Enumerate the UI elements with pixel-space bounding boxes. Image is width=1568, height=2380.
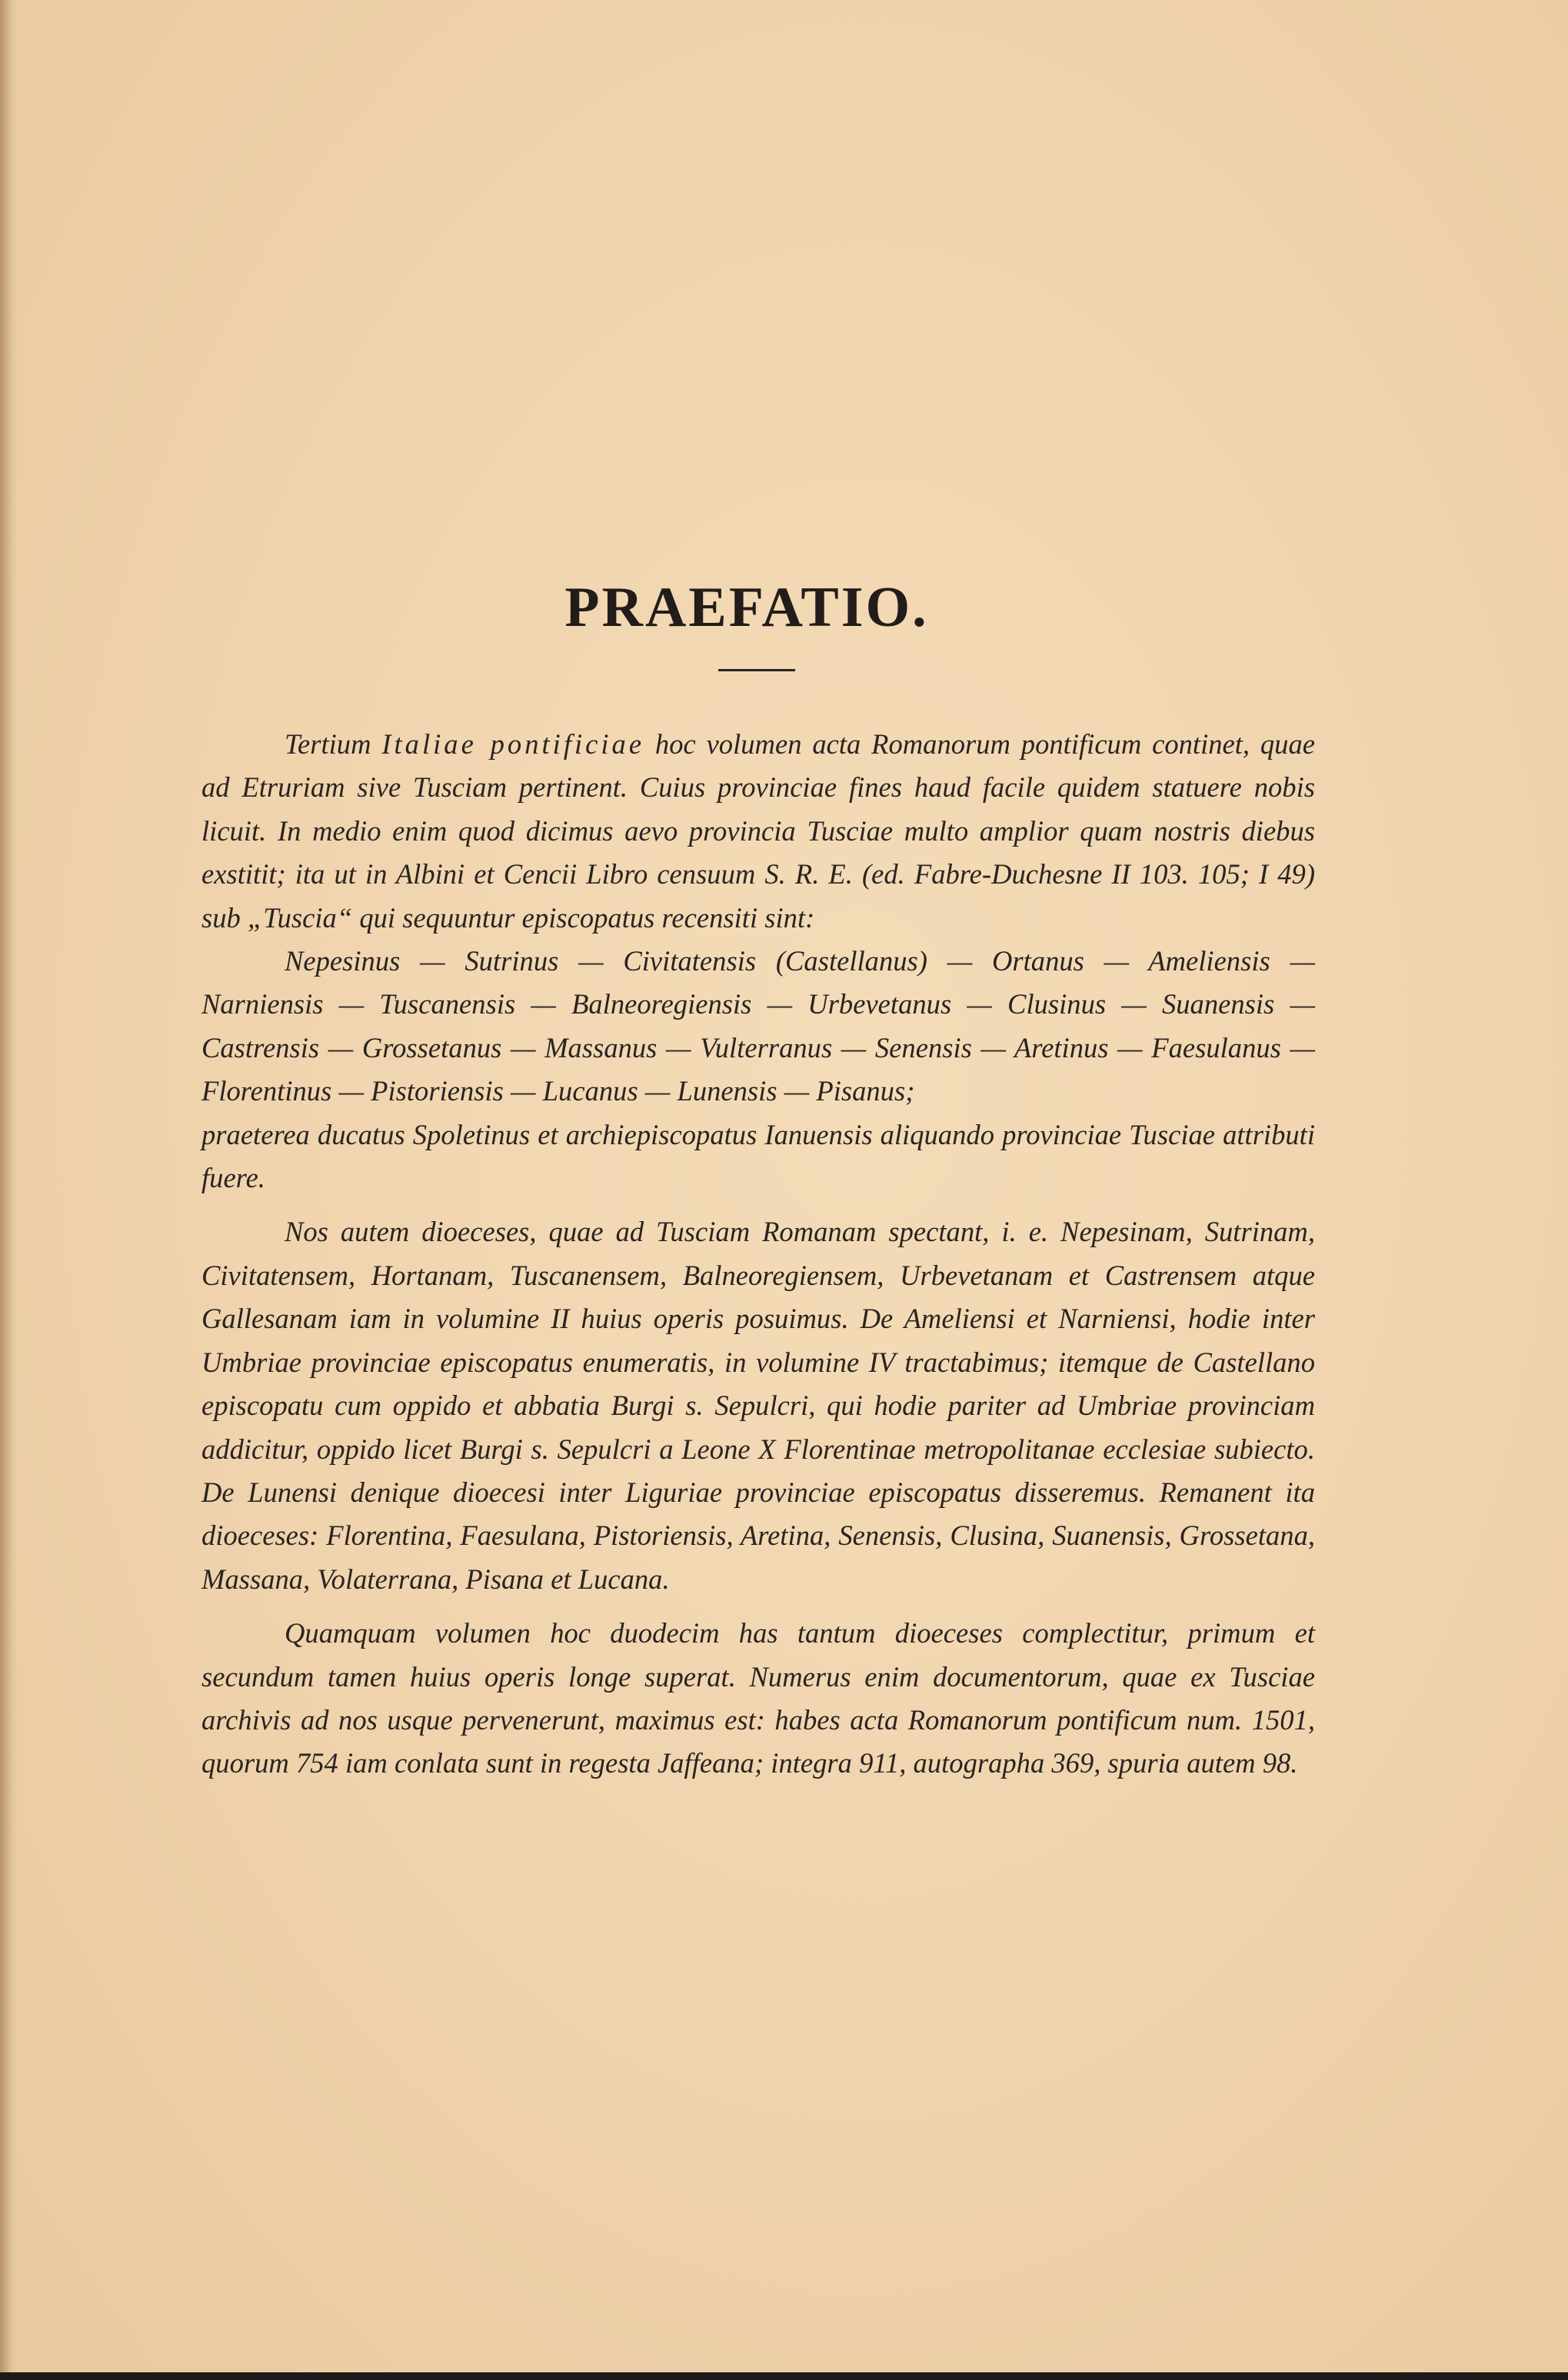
work-title-spaced: Italiae pontificiae bbox=[381, 728, 645, 760]
paragraph-1-rest: hoc volumen acta Romanorum pontificum continet, quae ad Etruriam sive Tusciam pertinent. Cuius provinciae fines haud facile quidem statuere nobis licuit. In medio enim quod dicimus aevo provincia Tusciae multo amplior quam nostris diebus exstitit; ita ut in Albini et Cencii Libro censuum S. R. E. (ed. Fabre-Duchesne II 103. 105; I 49) sub „Tuscia“ qui sequuntur episcopatus recensiti sint: bbox=[201, 728, 1315, 934]
page-title: PRAEFATIO. bbox=[564, 576, 929, 639]
paragraph-1-tail: praeterea ducatus Spoletinus et archiepiscopatus Ianuensis aliquando provinciae Tusciae attributi fuere. bbox=[201, 1118, 1315, 1194]
bishoprics-list: Nepesinus — Sutrinus — Civitatensis (Castellanus) — Ortanus — Ameliensis — Narniensis — Tuscanensis — Balneoregiensis — Urbevetanus — Clusinus — Suanensis — Castrensis — Grossetanus — Massanus — Vulterranus — Senensis — Aretinus — Faesulanus — Florentinus — Pistoriensis — Lucanus — Lunensis — Pisanus; bbox=[201, 945, 1315, 1107]
paragraph-1 bbox=[201, 723, 1315, 940]
paragraph-2: Nos autem dioeceses, quae ad Tusciam Romanam spectant, i. e. Nepesinam, Sutrinam, Civitatensem, Hortanam, Tuscanensem, Balneoregiensem, Urbevetanam et Castrensem atque Gallesanam iam in volumine II huius operis posuimus. De Ameliensi et Narniensi, hodie inter Umbriae provinciae episcopatus enumeratis, in volumine IV tractabimus; itemque de Castellano episcopatu cum oppido et abbatia Burgi s. Sepulcri, qui hodie pariter ad Umbriae provinciam addicitur, oppido licet Burgi s. Sepulcri a Leone X Florentinae metropolitanae ecclesiae subiecto. De Lunensi denique dioecesi inter Liguriae provinciae episcopatus disseremus. Remanent ita dioeceses: Florentina, Faesulana, Pistoriensis, Aretina, Senensis, Clusina, Suanensis, Grossetana, Massana, Volaterrana, Pisana et Lucana. bbox=[201, 1216, 1315, 1595]
paragraph-3: Quamquam volumen hoc duodecim has tantum dioeceses complectitur, primum et secundum tamen huius operis longe superat. Numerus enim documentorum, quae ex Tusciae archivis ad nos usque pervenerunt, maximus est: habes acta Romanorum pontificum num. 1501, quorum 754 iam conlata sunt in regesta Jaffeana; integra 911, autographa 369, spuria autem 98. bbox=[201, 1617, 1315, 1779]
title-rule bbox=[718, 669, 795, 671]
preface-body bbox=[201, 723, 1315, 1786]
paragraph-1-start: Tertium bbox=[285, 728, 382, 760]
page-edge-shadow bbox=[0, 0, 17, 2380]
page-bottom-edge bbox=[0, 2372, 1568, 2380]
